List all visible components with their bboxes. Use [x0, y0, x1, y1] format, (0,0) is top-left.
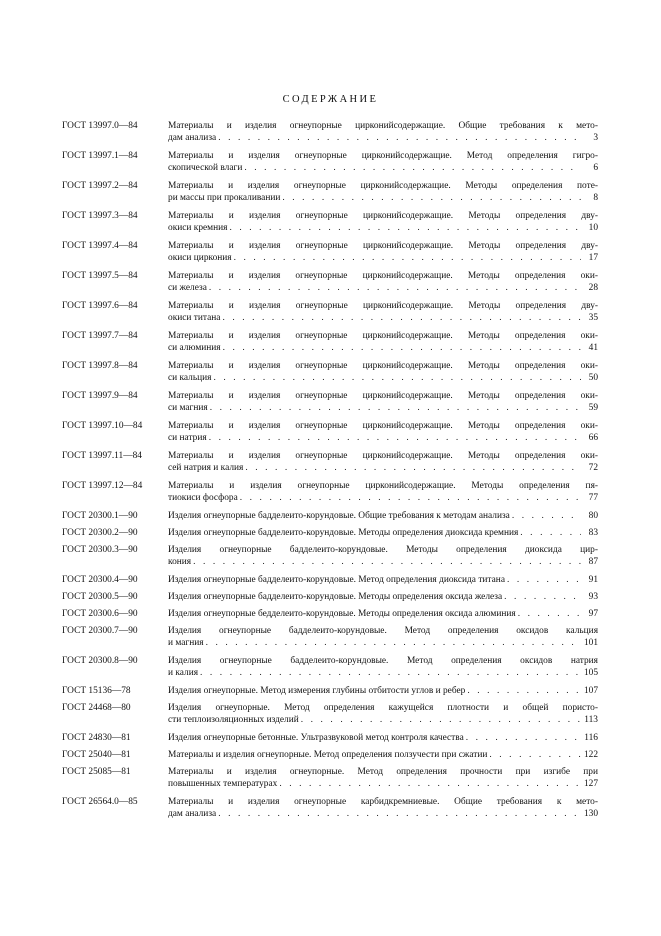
standard-code: ГОСТ 25040—81: [62, 750, 131, 760]
entry-title-line: и калия: [168, 668, 199, 679]
dot-leader: [504, 591, 581, 603]
page-number: 87: [588, 557, 598, 568]
entry-title-line: Материалы и изделия огнеупорные цирконийсодержащие. Методы определения оки-: [168, 421, 598, 431]
dot-leader: [213, 372, 581, 384]
dot-leader: [218, 132, 581, 144]
page-number: 6: [593, 163, 598, 174]
page-number: 105: [583, 668, 598, 679]
standard-code: ГОСТ 20300.8—90: [62, 656, 138, 666]
standard-code: ГОСТ 20300.4—90: [62, 575, 138, 585]
entry-text: [168, 796, 598, 820]
standard-code: ГОСТ 13997.1—84: [62, 151, 138, 161]
entry-text: [168, 210, 598, 234]
entry-title-line: Материалы и изделия огнеупорные карбидкремниевые. Общие требования к мето-: [168, 797, 598, 807]
page-number: 8: [593, 193, 598, 204]
standard-code: ГОСТ 13997.8—84: [62, 361, 138, 371]
entry-title-line: си железа: [168, 283, 207, 294]
page-number: 17: [588, 253, 598, 264]
page-number: 116: [584, 733, 598, 743]
entry-text: [168, 591, 598, 603]
page-number: 127: [583, 779, 598, 790]
entry-text: [168, 300, 598, 324]
toc-entry[interactable]: [62, 591, 598, 603]
standard-code: ГОСТ 15136—78: [62, 686, 131, 696]
page-number: 72: [588, 463, 598, 474]
entry-title-line: Материалы и изделия огнеупорные цирконийсодержащие. Методы определения дву-: [168, 301, 598, 311]
entry-title-line: Материалы и изделия огнеупорные цирконийсодержащие. Методы определения дву-: [168, 241, 598, 251]
entry-title-line: Материалы и изделия огнеупорные цирконийсодержащие. Методы определения поте-: [168, 181, 598, 191]
entry-title-line: Материалы и изделия огнеупорные. Метод определения ползучести при сжатии: [168, 750, 488, 760]
entry-title-line: Изделия огнеупорные бетонные. Ультразвуковой метод контроля качества: [168, 733, 464, 743]
standard-code: ГОСТ 13997.7—84: [62, 331, 138, 341]
page-number: 35: [588, 313, 598, 324]
standard-code: ГОСТ 26564.0—85: [62, 797, 138, 807]
entry-text: [168, 527, 598, 539]
dot-leader: [467, 685, 581, 697]
toc-entry[interactable]: [62, 240, 598, 264]
dot-leader: [209, 432, 581, 444]
standard-code: ГОСТ 20300.2—90: [62, 528, 138, 538]
page-number: 41: [588, 343, 598, 354]
toc-entry[interactable]: [62, 510, 598, 522]
standard-code: ГОСТ 13997.2—84: [62, 181, 138, 191]
page-title: СОДЕРЖАНИЕ: [282, 94, 379, 105]
entry-title-line: тиокиси фосфора: [168, 493, 238, 504]
toc-entry[interactable]: [62, 180, 598, 204]
page-number: 3: [593, 133, 598, 144]
standard-code: ГОСТ 13997.9—84: [62, 391, 138, 401]
entry-text: [168, 732, 598, 744]
dot-leader: [193, 556, 581, 568]
entry-title-line: Изделия огнеупорные бадделеито-корундовые. Метод определения диоксида титана: [168, 575, 505, 585]
page-number: 10: [588, 223, 598, 234]
entry-title-line: си магния: [168, 403, 208, 414]
page-number: 83: [588, 528, 598, 538]
entry-title-line: Материалы и изделия огнеупорные. Метод определения прочности при изгибе при: [168, 767, 598, 777]
entry-title-line: Изделия огнеупорные. Метод определения кажущейся плотности и общей пористо-: [168, 703, 598, 713]
toc-entry[interactable]: [62, 210, 598, 234]
entry-title-line: Материалы и изделия огнеупорные цирконийсодержащие. Методы определения оки-: [168, 331, 598, 341]
standard-code: ГОСТ 20300.1—90: [62, 511, 138, 521]
standard-code: ГОСТ 24830—81: [62, 733, 131, 743]
entry-text: [168, 420, 598, 444]
entry-title-line: Материалы и изделия огнеупорные цирконийсодержащие. Методы определения оки-: [168, 271, 598, 281]
entry-title-line: окиси кремния: [168, 223, 228, 234]
standard-code: ГОСТ 20300.6—90: [62, 609, 138, 619]
page-number: 28: [588, 283, 598, 294]
entry-title-line: ри массы при прокаливании: [168, 193, 281, 204]
toc-entry[interactable]: [62, 527, 598, 539]
dot-leader: [240, 492, 581, 504]
entry-title-line: повышенных температурах: [168, 779, 278, 790]
toc-entry[interactable]: [62, 450, 598, 474]
entry-text: [168, 450, 598, 474]
toc-entry[interactable]: [62, 270, 598, 294]
dot-leader: [279, 778, 581, 790]
entry-text: [168, 120, 598, 144]
entry-title-line: Изделия огнеупорные бадделеито-корундовые. Метод определения оксидов натрия: [168, 656, 598, 666]
standard-code: ГОСТ 13997.4—84: [62, 241, 138, 251]
standard-code: ГОСТ 13997.12—84: [62, 481, 143, 491]
entry-text: [168, 625, 598, 649]
dot-leader: [223, 342, 581, 354]
dot-leader: [200, 667, 581, 679]
dot-leader: [301, 714, 581, 726]
dot-leader: [466, 732, 581, 744]
entry-title-line: си натрия: [168, 433, 207, 444]
standard-code: ГОСТ 13997.10—84: [62, 421, 143, 431]
entry-title-line: кония: [168, 557, 192, 568]
entry-title-line: си алюминия: [168, 343, 221, 354]
dot-leader: [518, 608, 581, 620]
entry-text: [168, 270, 598, 294]
standard-code: ГОСТ 13997.11—84: [62, 451, 142, 461]
entry-title-line: си кальция: [168, 373, 212, 384]
entry-text: [168, 749, 598, 761]
entry-title-line: Материалы и изделия огнеупорные цирконийсодержащие. Общие требования к мето-: [168, 121, 598, 131]
page-number: 77: [588, 493, 598, 504]
dot-leader: [222, 312, 581, 324]
entry-text: [168, 685, 598, 697]
toc-entry[interactable]: [62, 150, 598, 174]
page-number: 113: [584, 715, 598, 726]
dot-leader: [244, 162, 581, 174]
page-number: 101: [583, 638, 598, 649]
entry-title-line: Изделия огнеупорные бадделеито-корундовые. Методы определения оксида железа: [168, 592, 503, 602]
entry-title-line: окиси циркония: [168, 253, 232, 264]
entry-text: [168, 390, 598, 414]
entry-text: [168, 766, 598, 790]
entry-text: [168, 240, 598, 264]
entry-title-line: Материалы и изделия огнеупорные цирконийсодержащие. Методы определения дву-: [168, 211, 598, 221]
toc-entry[interactable]: [62, 360, 598, 384]
standard-code: ГОСТ 20300.7—90: [62, 626, 138, 636]
toc-entry[interactable]: [62, 625, 598, 649]
entry-title-line: Изделия огнеупорные бадделеито-корундовые. Методы определения диоксида цир-: [168, 545, 598, 555]
entry-text: [168, 655, 598, 679]
page-number: 93: [588, 592, 598, 602]
standard-code: ГОСТ 13997.0—84: [62, 121, 138, 131]
entry-title-line: Изделия огнеупорные бадделеито-корундовые. Метод определения оксидов кальция: [168, 626, 598, 636]
page-number: 130: [583, 809, 598, 820]
toc-entry[interactable]: [62, 330, 598, 354]
page-number: 91: [588, 575, 598, 585]
standard-code: ГОСТ 24468—80: [62, 703, 131, 713]
dot-leader: [512, 510, 581, 522]
entry-title-line: Материалы и изделия огнеупорные цирконийсодержащие. Методы определения оки-: [168, 361, 598, 371]
toc-entry[interactable]: [62, 796, 598, 820]
standard-code: ГОСТ 20300.3—90: [62, 545, 138, 555]
dot-leader: [245, 462, 581, 474]
entry-text: [168, 574, 598, 586]
toc-entry[interactable]: [62, 749, 598, 761]
entry-title-line: дам анализа: [168, 809, 217, 820]
dot-leader: [282, 192, 581, 204]
entry-title-line: Изделия огнеупорные бадделеито-корундовые. Методы определения диоксида кремния: [168, 528, 519, 538]
dot-leader: [234, 252, 581, 264]
entry-title-line: сти теплоизоляционных изделий: [168, 715, 299, 726]
entry-title-line: окиси титана: [168, 313, 221, 324]
toc-entry[interactable]: [62, 390, 598, 414]
entry-text: [168, 702, 598, 726]
entry-text: [168, 480, 598, 504]
entry-text: [168, 544, 598, 568]
toc-entry[interactable]: [62, 420, 598, 444]
page-number: 50: [588, 373, 598, 384]
entry-title-line: Изделия огнеупорные бедделеито-корундовые. Методы определения оксида алюминия: [168, 609, 516, 619]
toc-entry[interactable]: [62, 685, 598, 697]
entry-text: [168, 150, 598, 174]
standard-code: ГОСТ 25085—81: [62, 767, 131, 777]
toc-entry[interactable]: [62, 608, 598, 620]
page-number: 59: [588, 403, 598, 414]
page-number: 97: [588, 609, 598, 619]
entry-text: [168, 180, 598, 204]
standard-code: ГОСТ 13997.5—84: [62, 271, 138, 281]
toc-entry[interactable]: [62, 120, 598, 144]
page-number: 122: [583, 750, 598, 760]
dot-leader: [206, 637, 581, 649]
dot-leader: [229, 222, 581, 234]
toc-entry[interactable]: [62, 574, 598, 586]
dot-leader: [209, 282, 581, 294]
dot-leader: [210, 402, 581, 414]
toc-entry[interactable]: [62, 544, 598, 568]
toc-entry[interactable]: [62, 766, 598, 790]
dot-leader: [520, 527, 581, 539]
page-number: 80: [588, 511, 598, 521]
entry-title-line: скопической влаги: [168, 163, 243, 174]
toc-entry[interactable]: [62, 702, 598, 726]
entry-title-line: Материалы и изделия огнеупорные цирконийсодержащие. Методы определения пя-: [168, 481, 598, 491]
standard-code: ГОСТ 20300.5—90: [62, 592, 138, 602]
entry-title-line: Материалы и изделия огнеупорные цирконийсодержащие. Метод определения гигро-: [168, 151, 598, 161]
entry-title-line: и магния: [168, 638, 204, 649]
entry-text: [168, 360, 598, 384]
dot-leader: [218, 808, 581, 820]
entry-title-line: Изделия огнеупорные бадделеито-корундовые. Общие требования к методам анализа: [168, 511, 510, 521]
toc-entry[interactable]: [62, 655, 598, 679]
toc-entry[interactable]: [62, 300, 598, 324]
entry-title-line: Материалы и изделия огнеупорные цирконийсодержащие. Методы определения оки-: [168, 391, 598, 401]
entry-title-line: Материалы и изделия огнеупорные цирконийсодержащие. Методы определения оки-: [168, 451, 598, 461]
page-number: 66: [588, 433, 598, 444]
entry-text: [168, 608, 598, 620]
entry-title-line: дам анализа: [168, 133, 217, 144]
standard-code: ГОСТ 13997.3—84: [62, 211, 138, 221]
entry-title-line: Изделия огнеупорные. Метод измерения глубины отбитости углов и ребер: [168, 686, 466, 696]
standard-code: ГОСТ 13997.6—84: [62, 301, 138, 311]
toc-entry[interactable]: [62, 480, 598, 504]
dot-leader: [489, 749, 581, 761]
entry-text: [168, 330, 598, 354]
dot-leader: [507, 574, 581, 586]
entry-title-line: сей натрия и калия: [168, 463, 244, 474]
toc-entry[interactable]: [62, 732, 598, 744]
entry-text: [168, 510, 598, 522]
page-number: 107: [583, 686, 598, 696]
